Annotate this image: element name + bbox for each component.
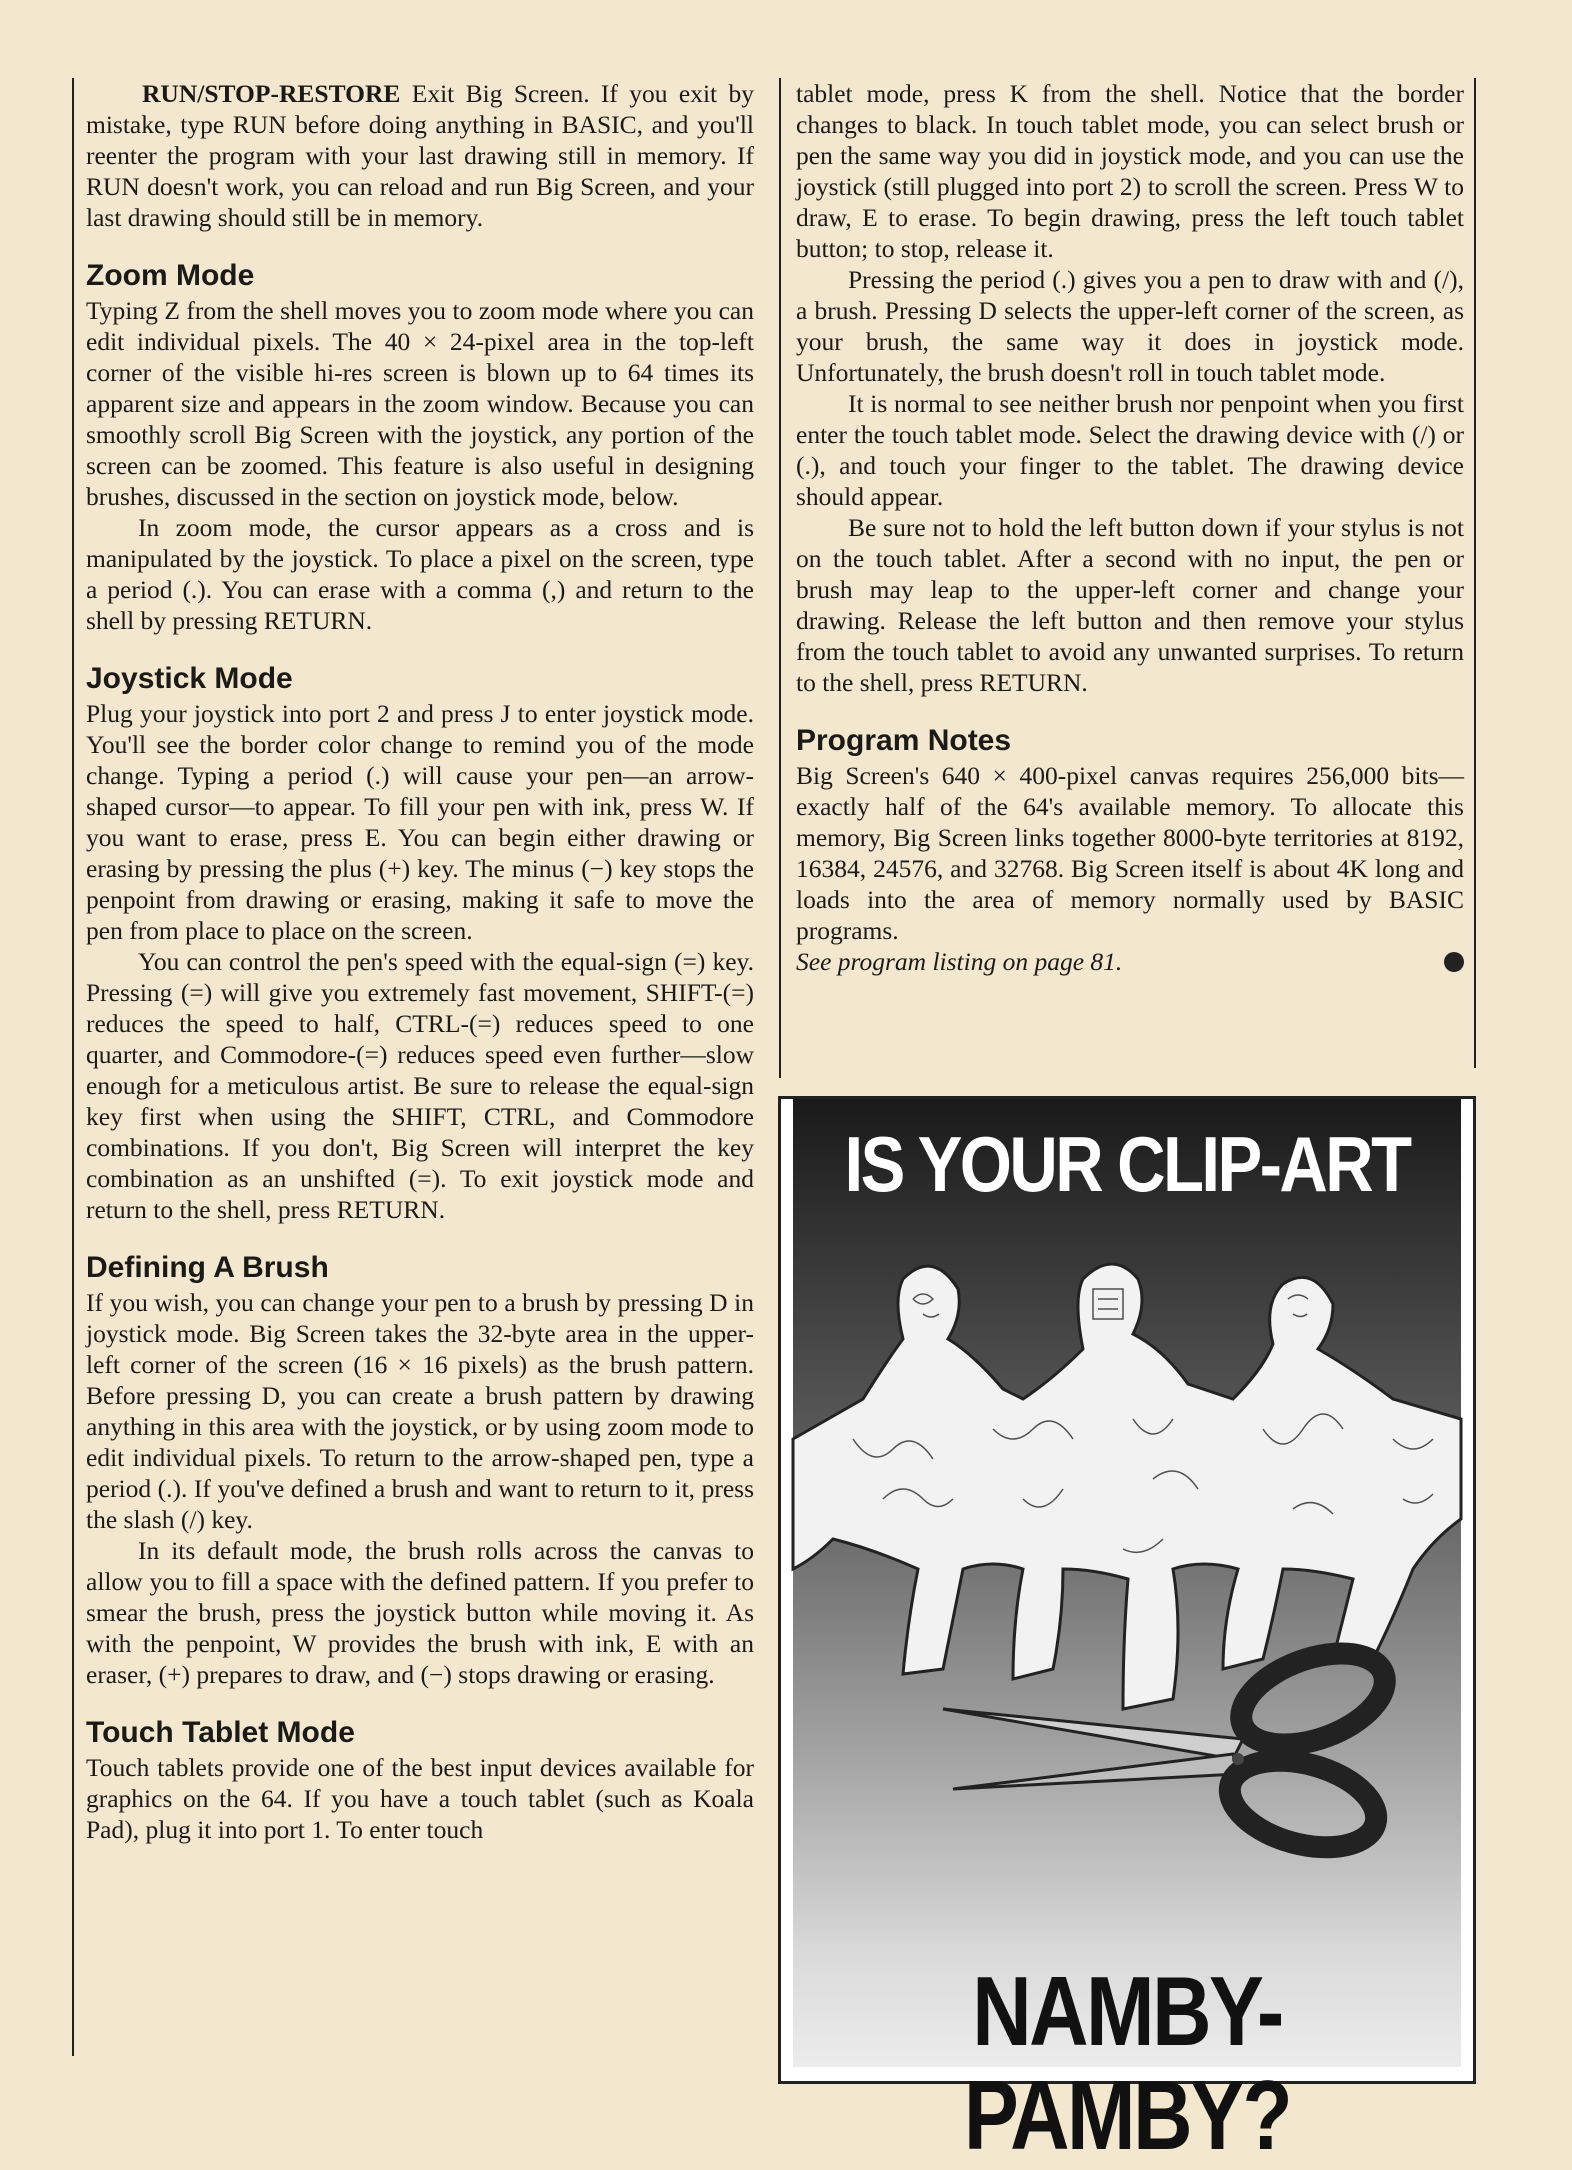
intro-paragraph — [86, 78, 754, 233]
paper-doll-chain-and-scissors-icon — [793, 1099, 1461, 2067]
touch-paragraph-1: Touch tablets provide one of the best input devices available for graphics on the 64. If you have a touch tablet (such as Koala Pad), plug it into port 1. To enter touch — [86, 1753, 754, 1844]
intro-text: Exit Big Screen. If you exit by mistake, type RUN before doing anything in BASIC, and you'll reenter the program with your last drawing still in memory. If RUN doesn't work, you can reload and run Big Screen, and your last drawing should still be in memory. — [86, 79, 754, 232]
joystick-mode-heading: Joystick Mode — [86, 662, 293, 695]
ad-photo — [793, 1099, 1461, 2170]
brush-paragraph-1: If you wish, you can change your pen to a brush by pressing D in joystick mode. Big Screen takes the 32-byte area in the upper-left corner of the screen (16 × 16 pixels) as the brush pattern. Before pressing D, you can create a brush pattern by drawing anything in this area with the joystick, or by using zoom mode to edit individual pixels. To return to the arrow-shaped pen, type a period (.). If you've defined a brush and want to return to it, press the slash (/) key. — [86, 1288, 754, 1534]
center-column-rule — [779, 78, 781, 1078]
left-column-rule — [72, 78, 74, 2056]
clip-art-advertisement — [778, 1096, 1476, 2170]
brush-paragraph-2: In its default mode, the brush rolls across the canvas to allow you to fill a space with the defined pattern. If you prefer to smear the brush, press the joystick button while moving it. As with the penpoint, W provides the brush with ink, E with an eraser, (+) prepares to draw, and (−) stops drawing or erasing. — [86, 1536, 754, 1689]
defining-brush-heading: Defining A Brush — [86, 1251, 329, 1284]
left-column — [86, 78, 754, 1845]
zoom-mode-heading: Zoom Mode — [86, 259, 255, 292]
joystick-paragraph-2: You can control the pen's speed with the equal-sign (=) key. Pressing (=) will give you extremely fast movement, SHIFT-(=) reduces the speed to half, CTRL-(=) reduces speed to one quarter, and Commodore-(=) reduces speed even further—slow enough for a meticulous artist. Be sure to release the equal-sign key first when using the SHIFT, CTRL, and Commodore combinations. If you don't, Big Screen will interpret the key combination as an unshifted (=). To exit joystick mode and return to the shell, press RETURN. — [86, 947, 754, 1224]
touch-paragraph-1-continued: tablet mode, press K from the shell. Notice that the border changes to black. In touch tablet mode, you can select brush or pen the same way you did in joystick mode, and you can use the joystick (still plugged into port 2) to scroll the screen. Press W to draw, E to erase. To begin drawing, press the left touch tablet button; to stop, release it. — [796, 79, 1464, 263]
right-column-rule — [1474, 78, 1476, 1068]
runin-heading: RUN/STOP-RESTORE — [142, 79, 401, 108]
touch-paragraph-2: Pressing the period (.) gives you a pen to draw with and (/), a brush. Pressing D selects the upper-left corner of the screen, as your brush, the same way it does in joystick mode. Unfortunately, the brush doesn't roll in touch tablet mode. — [796, 265, 1464, 387]
notes-paragraph: Big Screen's 640 × 400-pixel canvas requires 256,000 bits—exactly half of the 64's available memory. To allocate this memory, Big Screen links together 8000-byte territories at 8192, 16384, 24576, and 32768. Big Screen itself is about 4K long and loads into the area of memory normally used by BASIC programs. — [796, 761, 1464, 945]
touch-paragraph-3: It is normal to see neither brush nor penpoint when you first enter the touch tablet mode. Select the drawing device with (/) or (.), and touch your finger to the tablet. The drawing device should appear. — [796, 389, 1464, 511]
listing-reference-text: See program listing on page 81. — [796, 947, 1123, 976]
touch-paragraph-4: Be sure not to hold the left button down if your stylus is not on the touch tablet. After a second with no input, the pen or brush may leap to the upper-left corner and change your drawing. Release the left button and then remove your stylus from the touch tablet to avoid any unwanted surprises. To return to the shell, press RETURN. — [796, 513, 1464, 697]
listing-reference — [796, 946, 1464, 977]
ad-headline-bottom: NAMBY-PAMBY? — [963, 1956, 1291, 2170]
program-notes-heading: Program Notes — [796, 724, 1012, 757]
right-column — [796, 78, 1464, 977]
zoom-paragraph-2: In zoom mode, the cursor appears as a cross and is manipulated by the joystick. To place a pixel on the screen, type a period (.). You can erase with a comma (,) and return to the shell by pressing RETURN. — [86, 513, 754, 635]
joystick-paragraph-1: Plug your joystick into port 2 and press J to enter joystick mode. You'll see the border color change to remind you of the mode change. Typing a period (.) will cause your pen—an arrow-shaped cursor—to appear. To fill your pen with ink, press W. If you want to erase, press E. You can begin either drawing or erasing by pressing the plus (+) key. The minus (−) key stops the penpoint from drawing or erasing, making it safe to move the pen from place to place on the screen. — [86, 699, 754, 945]
ad-headline-top: IS YOUR CLIP-ART — [844, 1120, 1410, 1208]
touch-tablet-heading: Touch Tablet Mode — [86, 1716, 355, 1749]
end-mark-icon — [1444, 952, 1464, 972]
zoom-paragraph-1: Typing Z from the shell moves you to zoom mode where you can edit individual pixels. The 40 × 24-pixel area in the top-left corner of the visible hi-res screen is blown up to 64 times its apparent size and appears in the zoom window. Because you can smoothly scroll Big Screen with the joystick, any portion of the screen can be zoomed. This feature is also useful in designing brushes, discussed in the section on joystick mode, below. — [86, 296, 754, 511]
